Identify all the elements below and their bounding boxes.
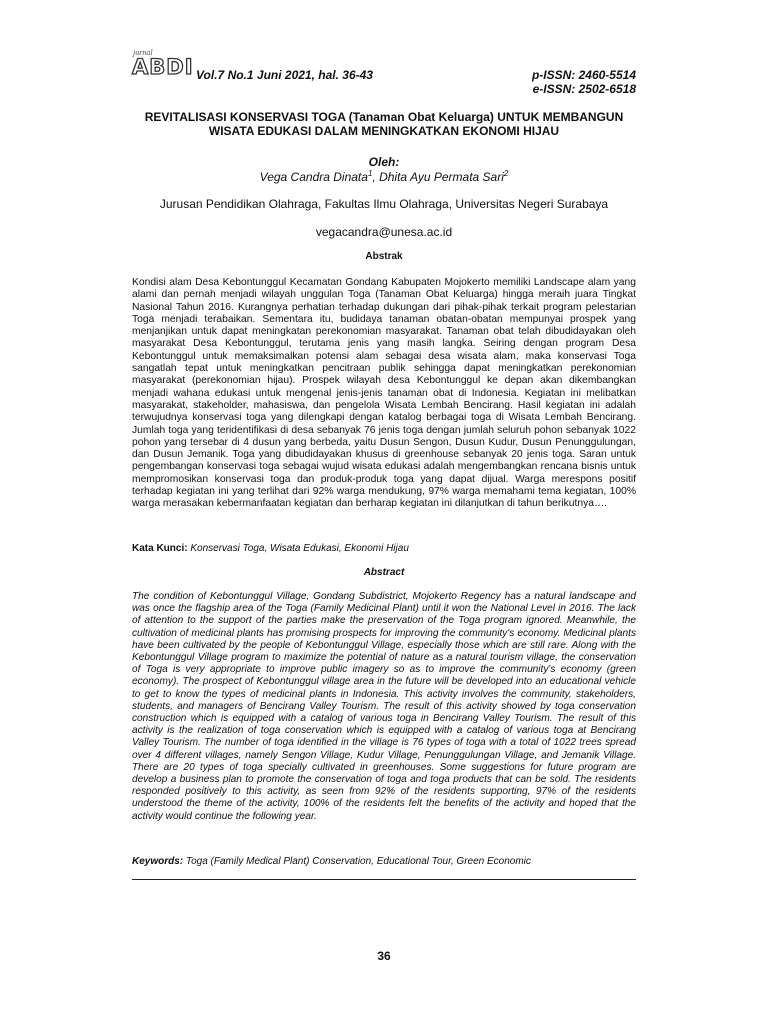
author-list — [132, 169, 636, 184]
kata-kunci-label: Kata Kunci: — [132, 543, 188, 554]
journal-header — [132, 48, 636, 96]
author-2-affiliation-mark: 2 — [503, 169, 509, 178]
journal-logo-small-text: jurnal — [133, 48, 153, 57]
author-separator: , — [372, 170, 380, 184]
byline-label: Oleh: — [368, 155, 400, 169]
volume-info: Vol.7 No.1 Juni 2021, hal. 36-43 — [196, 68, 373, 82]
abstract-heading: Abstract — [363, 567, 405, 578]
abstract-body: The condition of Kebontunggul Village, Gondang Subdistrict, Mojokerto Regency has a natural landscape and was once the flagship area of the Toga (Family Medicinal Plant) until it won the National Level in 2016. The lack of attention to the support of the parties make the preservation of the Toga program ignored. Meanwhile, the cultivation of medicinal plants has promising prospects for improving the community's economy. Medicinal plants have been cultivated by the people of Kebontunggul Village, especially those which are still rare. Along with the Kebontunggul Village program to maximize the potential of nature as a natural tourism village, the conservation of Toga is very appropriate to improve public imagery so as to improve the community's economy (green economy). The prospect of Kebontunggul village area in the future will be developed into an educational vehicle to get to know the types of medicinal plants in Indonesia. This activity involves the community, stakeholders, students, and managers of Bencirang Valley Tourism. The result of this activity showed by toga conservation construction which is equipped with a catalog of various toga in Bencirang Valley Tourism. The result of this activity is the realization of toga conservation which is equipped with a catalog of various toga at Bencirang Valley Tourism. The number of toga identified in the village is 76 types of toga with a total of 1022 trees spread over 4 different villages, namely Sengon Village, Kudur Village, Penunggulungan Village, and Jemanik Village. There are 20 types of toga specially cultivated in greenhouses. Some suggestions for future program are develop a business plan to promote the conservation of toga and toga products that can be sold. The residents responded positively to this activity, as seen from 92% of the residents supporting, 97% of the residents understood the theme of the activity, 100% of the residents felt the benefits of the activity and hoped that the activity would continue the following year. — [132, 591, 636, 822]
abstrak-heading: Abstrak — [365, 251, 403, 262]
keywords — [132, 856, 636, 867]
kata-kunci — [132, 543, 636, 554]
p-issn: p-ISSN: 2460-5514 — [531, 68, 636, 82]
keywords-label: Keywords: — [132, 856, 184, 867]
kata-kunci-text: Konservasi Toga, Wisata Edukasi, Ekonomi Hijau — [187, 543, 409, 554]
author-2: Dhita Ayu Permata Sari — [379, 170, 504, 184]
issn-block — [532, 68, 636, 96]
affiliation: Jurusan Pendidikan Olahraga, Fakultas Ilmu Olahraga, Universitas Negeri Surabaya — [159, 197, 609, 211]
page-number: 36 — [377, 949, 391, 963]
author-email: vegacandra@unesa.ac.id — [315, 225, 453, 239]
abstrak-body: Kondisi alam Desa Kebontunggul Kecamatan Gondang Kabupaten Mojokerto memiliki Landscape alam yang alami dan pernah menjadi wilayah unggulan Toga (Tanaman Obat Keluarga) hingga meraih juara Tingkat Nasional Tahun 2016. Kurangnya perhatian terhadap dukungan dari pihak-pihak terkait program pelestarian Toga menjadi terabaikan. Sementara itu, budidaya tanaman obatan-obatan mempunyai prospek yang menjanjikan untuk dapat meningkatan perekonomian masyarakat. Tanaman obat telah dibudidayakan oleh masyarakat Desa Kebontunggul, terutama jenis yang masih langka. Seiring dengan program Desa Kebontunggul untuk memaksimalkan potensi alam sebagai desa wisata alam, maka konservasi Toga sangatlah tepat untuk meningkatkan pencitraan publik sehingga dapat meningkatkan perekonomian masyarakat (perekonomian hijau). Prospek wilayah desa Kebontunggul ke depan akan dikembangkan menjadi wahana edukasi untuk mengenal jenis-jenis tanaman obat di Indonesia. Kegiatan ini melibatkan masyarakat, stakeholder, mahasiswa, dan pengelola Wisata Lembah Bencirang. Hasil kegiatan ini adalah terwujudnya konservasi toga yang dilengkapi dengan katalog berbagai toga di Wisata Lembah Bencirang. Jumlah toga yang teridentifikasi di desa sebanyak 76 jenis toga dengan jumlah seluruh pohon sebanyak 1022 pohon yang tersebar di 4 dusun yang berbeda, yaitu Dusun Sengon, Dusun Kudur, Dusun Penunggulungan, dan Dusun Jemanik. Toga yang dibudidayakan khusus di greenhouse sebanyak 20 jenis toga. Saran untuk pengembangan konservasi toga sebagai wujud wisata edukasi adalah mengembangkan rencana bisnis untuk mempromosikan konservasi toga dan produk-produk toga yang dapat dijual. Warga merespons positif terhadap kegiatan ini yang terlihat dari 92% warga mendukung, 97% warga memahami tema kegiatan, 100% warga merasakan kebermanfaatan kegiatan dan berharap kegiatan ini dilanjutkan di tahun berikutnya…. — [132, 277, 636, 510]
e-issn: e-ISSN: 2502-6518 — [532, 82, 636, 96]
keywords-text: Toga (Family Medical Plant) Conservation, Educational Tour, Green Economic — [183, 856, 531, 867]
section-divider — [132, 879, 636, 880]
journal-logo: ABDI — [132, 55, 194, 79]
paper-title: REVITALISASI KONSERVASI TOGA (Tanaman Obat Keluarga) UNTUK MEMBANGUN WISATA EDUKASI DALAM MENINGKATKAN EKONOMI HIJAU — [144, 110, 624, 138]
author-1-affiliation-mark: 1 — [367, 169, 373, 178]
author-1: Vega Candra Dinata — [259, 170, 368, 184]
